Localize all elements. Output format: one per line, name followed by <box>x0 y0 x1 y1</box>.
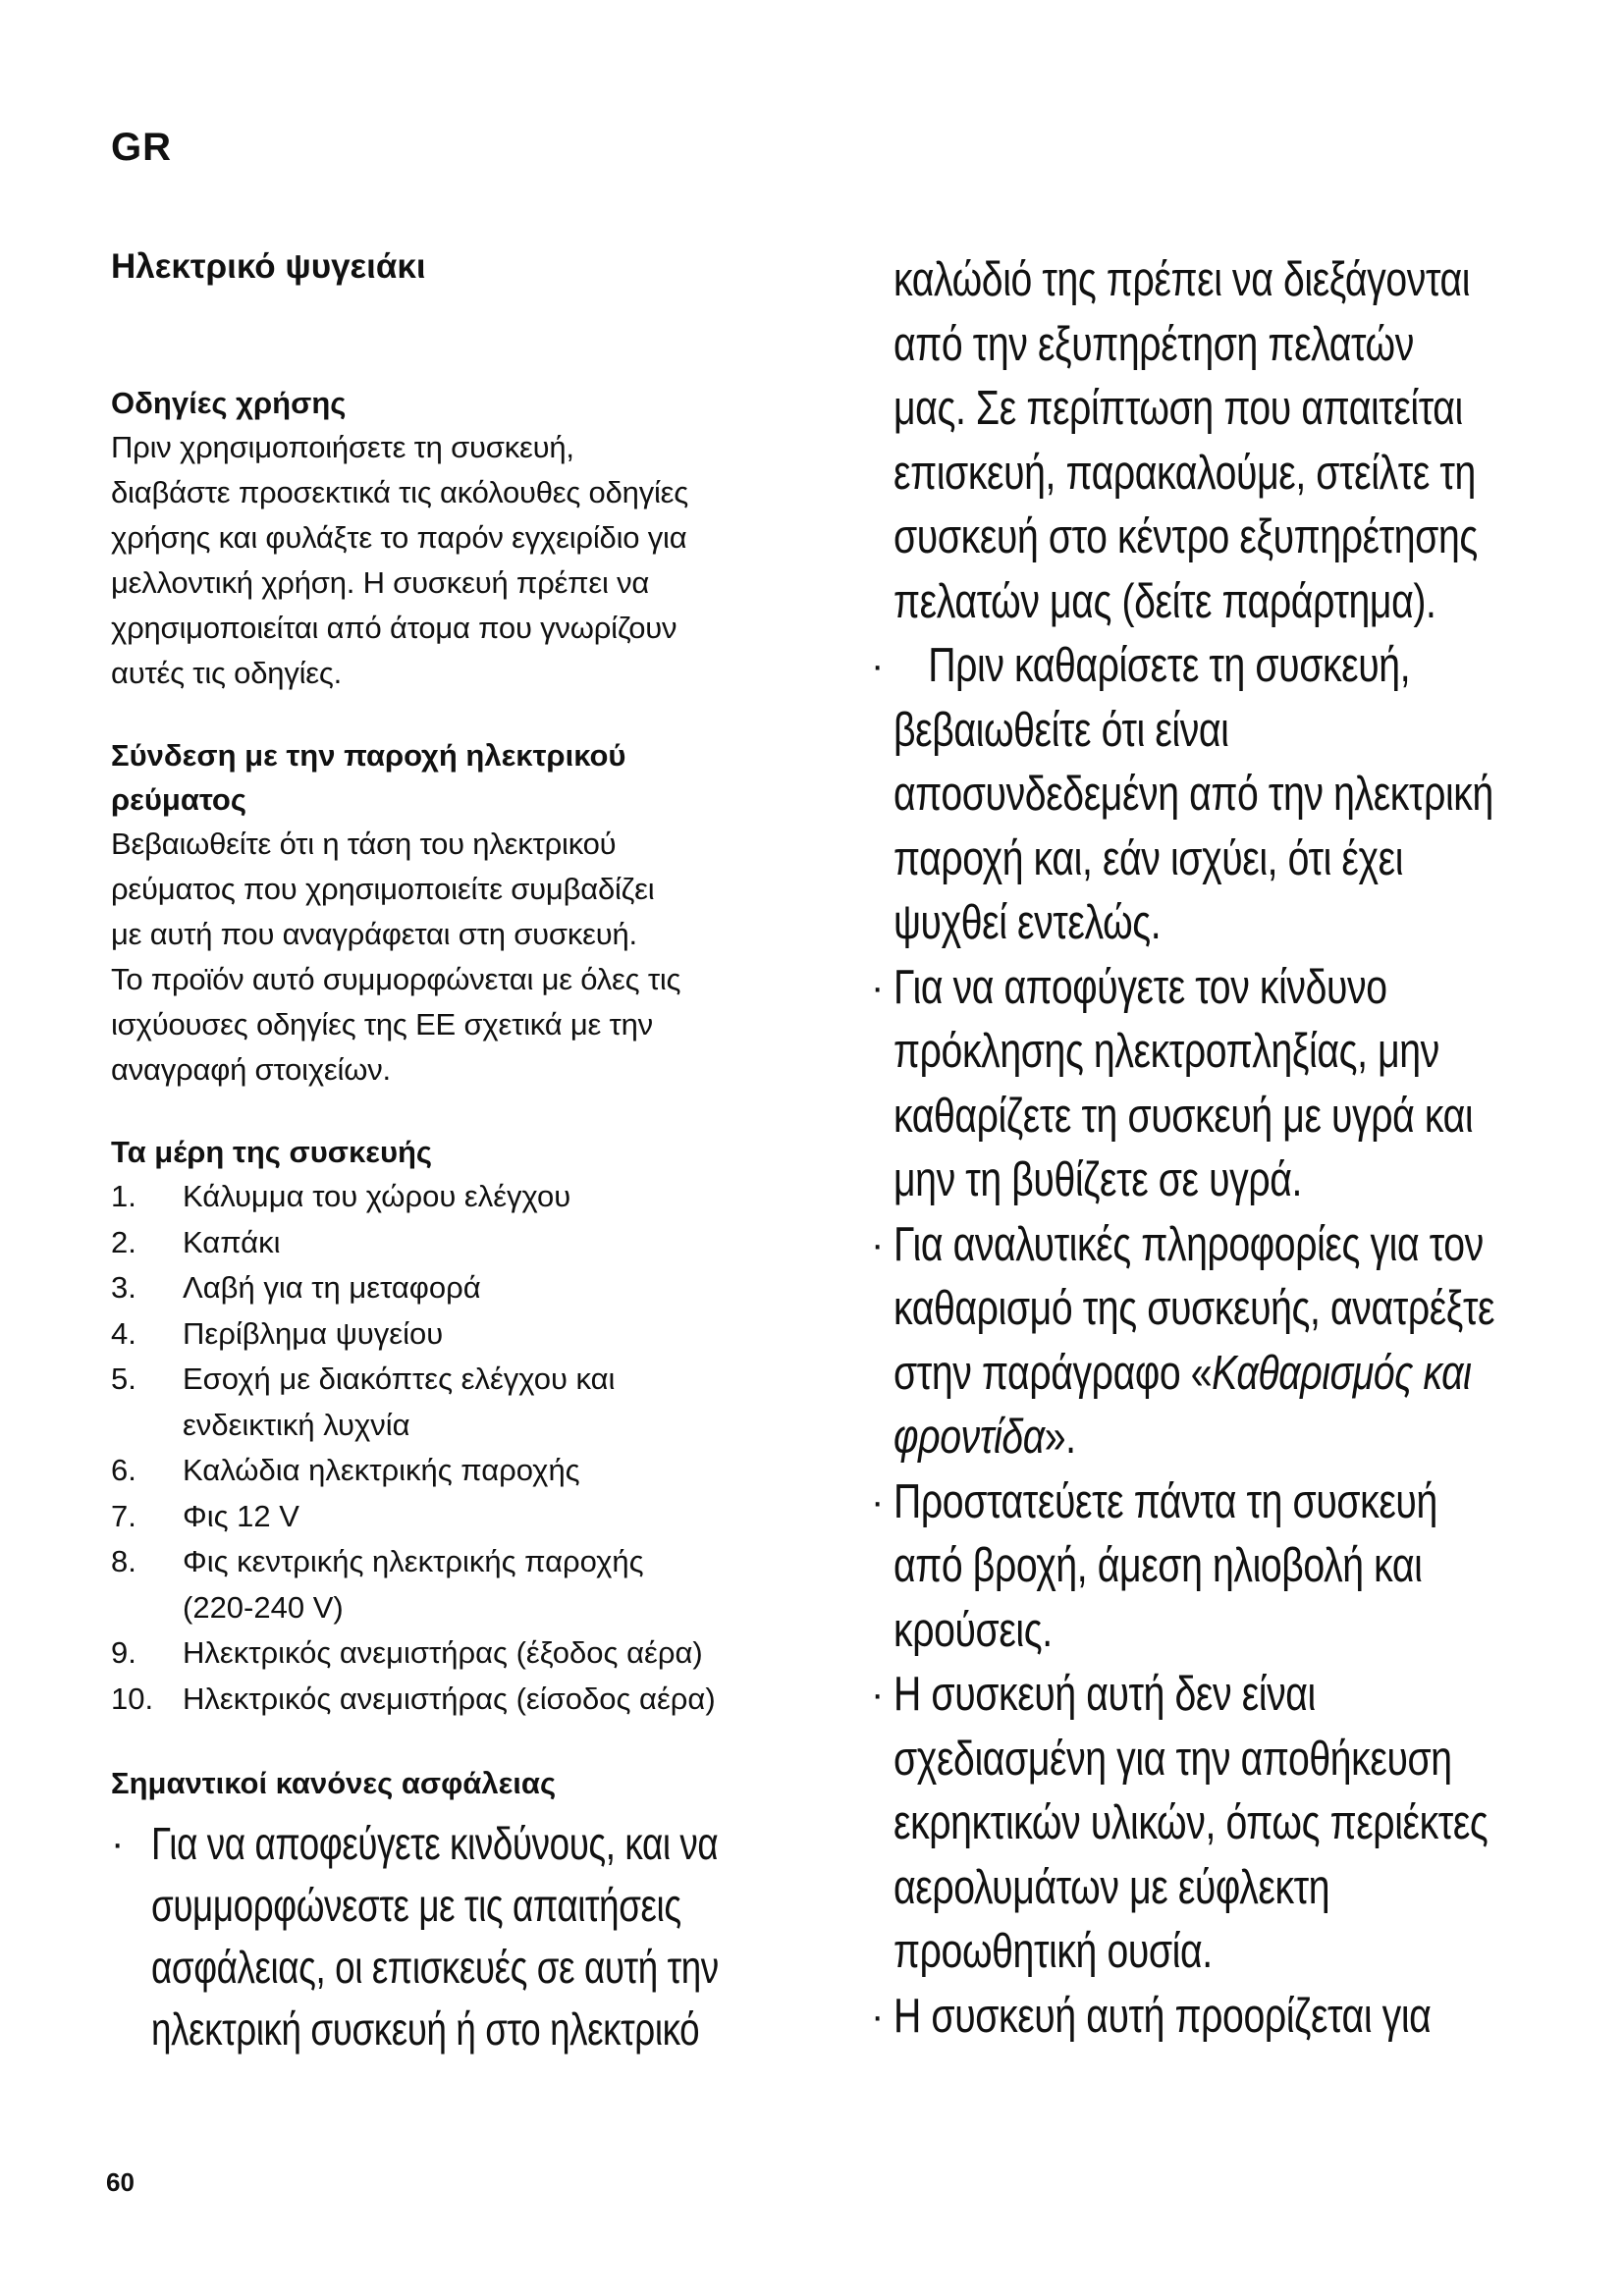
item-number: 6. <box>111 1453 136 1487</box>
list-item <box>853 634 1541 956</box>
item-number: 7. <box>111 1498 136 1533</box>
safety-list-left <box>111 1813 818 2060</box>
text-line: Για να αποφύγετε τον κίνδυνο <box>893 960 1387 1014</box>
text-line: Πριν χρησιμοποιήσετε τη συσκευή, <box>111 430 574 464</box>
text-line: Πριν καθαρίσετε τη συσκευή, <box>928 639 1411 692</box>
text-line <box>893 1406 1411 1470</box>
item-text: Φις κεντρικής ηλεκτρικής παροχής <box>183 1544 644 1578</box>
text-line: Η συσκευή αυτή προορίζεται για <box>893 1989 1432 2043</box>
text-line: προωθητική ουσία. <box>893 1925 1213 1978</box>
text-line: αναγραφή στοιχείων. <box>111 1052 391 1087</box>
left-column <box>111 245 818 2060</box>
page-number: 60 <box>106 2167 135 2197</box>
parts-list <box>111 1174 818 1722</box>
usage-paragraph <box>111 425 818 696</box>
text-line: μην τη βυθίζετε σε υγρά. <box>893 1153 1303 1206</box>
list-item <box>111 1357 818 1448</box>
list-item <box>853 956 1541 1213</box>
bullet-dot: · <box>111 1822 125 1865</box>
item-text: (220-240 V) <box>183 1589 344 1625</box>
text-line: χρησιμοποιείται από άτομα που γνωρίζουν <box>111 611 677 645</box>
safety-list-right <box>853 634 1541 2049</box>
heading-line: ρεύματος <box>111 782 246 817</box>
text-line: χρήσης και φυλάξτε το παρόν εγχειρίδιο για <box>111 520 687 555</box>
section-reference[interactable]: φροντίδα <box>893 1411 1045 1464</box>
text-line: καθαρισμό της συσκευής, ανατρέξτε <box>893 1282 1495 1335</box>
right-column <box>853 248 1541 2049</box>
text-line: αυτές τις οδηγίες. <box>111 656 343 690</box>
list-item <box>111 1539 818 1630</box>
text-segment: ». <box>1044 1411 1076 1464</box>
item-number: 1. <box>111 1179 136 1213</box>
text-line: καλώδιό της πρέπει να διεξάγονται <box>893 253 1471 306</box>
list-item <box>111 1448 818 1494</box>
text-line <box>893 1342 1472 1407</box>
text-line: από την εξυπηρέτηση πελατών <box>893 317 1414 371</box>
list-item <box>111 1494 818 1540</box>
text-line: Προστατεύετε πάντα τη συσκευή <box>893 1474 1437 1528</box>
item-number: 10. <box>111 1681 154 1716</box>
text-line: καθαρίζετε τη συσκευή με υγρά και <box>893 1089 1474 1143</box>
list-item <box>853 1985 1541 2050</box>
safety-continuation <box>853 248 1541 634</box>
item-number: 5. <box>111 1362 136 1396</box>
text-line: κρούσεις. <box>893 1603 1053 1657</box>
text-line: παροχή και, εάν ισχύει, ότι έχει <box>893 831 1404 885</box>
text-segment: στην παράγραφο « <box>893 1346 1213 1400</box>
text-line: Για αναλυτικές πληροφορίες για τον <box>893 1217 1484 1271</box>
text-line: ρεύματος που χρησιμοποιείτε συμβαδίζει <box>111 872 655 906</box>
list-item <box>111 1311 818 1358</box>
item-text: Ηλεκτρικός ανεμιστήρας (είσοδος αέρα) <box>183 1681 716 1716</box>
text-line: Η συσκευή αυτή δεν είναι <box>893 1668 1316 1721</box>
bullet-dot: · <box>871 644 885 687</box>
language-code: GR <box>111 126 172 169</box>
text-line: εκρηκτικών υλικών, όπως περιέκτες <box>893 1796 1489 1849</box>
text-line: με αυτή που αναγράφεται στη συσκευή. <box>111 917 637 951</box>
bullet-dot: · <box>871 1673 885 1716</box>
list-item <box>111 1813 818 2060</box>
item-number: 4. <box>111 1315 136 1351</box>
text-line: μας. Σε περίπτωση που απαιτείται <box>893 382 1463 435</box>
bullet-dot: · <box>871 965 885 1009</box>
item-text: Καλώδια ηλεκτρικής παροχής <box>183 1453 580 1487</box>
document-title: Ηλεκτρικό ψυγειάκι <box>111 247 426 286</box>
item-text: Κάλυμμα του χώρου ελέγχου <box>183 1179 571 1213</box>
list-item <box>111 1174 818 1220</box>
list-item <box>853 1213 1541 1470</box>
text-line: διαβάστε προσεκτικά τις ακόλουθες οδηγίες <box>111 475 689 509</box>
item-text: Ηλεκτρικός ανεμιστήρας (έξοδος αέρα) <box>183 1635 703 1670</box>
parts-heading: Τα μέρη της συσκευής <box>111 1135 433 1169</box>
item-number: 9. <box>111 1635 136 1670</box>
text-line: πελατών μας (δείτε παράρτημα). <box>893 574 1436 628</box>
text-line: μελλοντική χρήση. Η συσκευή πρέπει να <box>111 565 650 600</box>
text-line: Για να αποφεύγετε κινδύνους, και να <box>151 1818 719 1869</box>
text-line: ισχύουσες οδηγίες της ΕΕ σχετικά με την <box>111 1007 653 1041</box>
item-text: Φις 12 V <box>183 1498 299 1533</box>
item-number: 2. <box>111 1224 136 1259</box>
list-item <box>111 1630 818 1677</box>
item-text: Λαβή για τη μεταφορά <box>183 1270 481 1305</box>
text-line: συμμορφώνεστε με τις απαιτήσεις <box>151 1880 681 1931</box>
power-heading <box>111 733 818 822</box>
heading-line: Σύνδεση με την παροχή ηλεκτρικού <box>111 738 626 773</box>
item-text: Καπάκι <box>183 1224 281 1259</box>
list-item <box>111 1220 818 1266</box>
bullet-dot: · <box>871 1222 885 1266</box>
bullet-dot: · <box>871 1479 885 1523</box>
text-line: βεβαιωθείτε ότι είναι <box>893 703 1229 757</box>
text-line: από βροχή, άμεση ηλιοβολή και <box>893 1539 1423 1592</box>
text-line: πρόκλησης ηλεκτροπληξίας, μην <box>893 1025 1439 1078</box>
text-line: Το προϊόν αυτό συμμορφώνεται με όλες τις <box>111 962 681 996</box>
text-line: συσκευή στο κέντρο εξυπηρέτησης <box>893 510 1478 563</box>
power-paragraph <box>111 822 818 1093</box>
text-line: επισκευή, παρακαλούμε, στείλτε τη <box>893 446 1476 500</box>
list-item <box>111 1677 818 1723</box>
text-line: σχεδιασμένη για την αποθήκευση <box>893 1732 1452 1786</box>
usage-heading: Οδηγίες χρήσης <box>111 386 347 420</box>
bullet-dot: · <box>871 1994 885 2038</box>
text-line: Βεβαιωθείτε ότι η τάση του ηλεκτρικού <box>111 827 617 861</box>
item-number: 8. <box>111 1544 136 1578</box>
text-line: αποσυνδεδεμένη από την ηλεκτρική <box>893 768 1493 821</box>
item-text: ενδεικτική λυχνία <box>183 1407 410 1442</box>
item-number: 3. <box>111 1270 136 1305</box>
item-text: Περίβλημα ψυγείου <box>183 1315 444 1351</box>
safety-heading: Σημαντικοί κανόνες ασφάλειας <box>111 1766 557 1800</box>
item-text: Εσοχή με διακόπτες ελέγχου και <box>183 1362 616 1396</box>
text-line: ασφάλειας, οι επισκευές σε αυτή την <box>151 1942 719 1993</box>
section-reference[interactable]: Καθαρισμός και <box>1212 1346 1472 1400</box>
text-line: ψυχθεί εντελώς. <box>893 896 1162 949</box>
text-line: ηλεκτρική συσκευή ή στο ηλεκτρικό <box>151 2003 700 2055</box>
list-item <box>111 1265 818 1311</box>
text-line: αερολυμάτων με εύφλεκτη <box>893 1860 1330 1914</box>
list-item <box>853 1663 1541 1985</box>
list-item <box>853 1470 1541 1664</box>
